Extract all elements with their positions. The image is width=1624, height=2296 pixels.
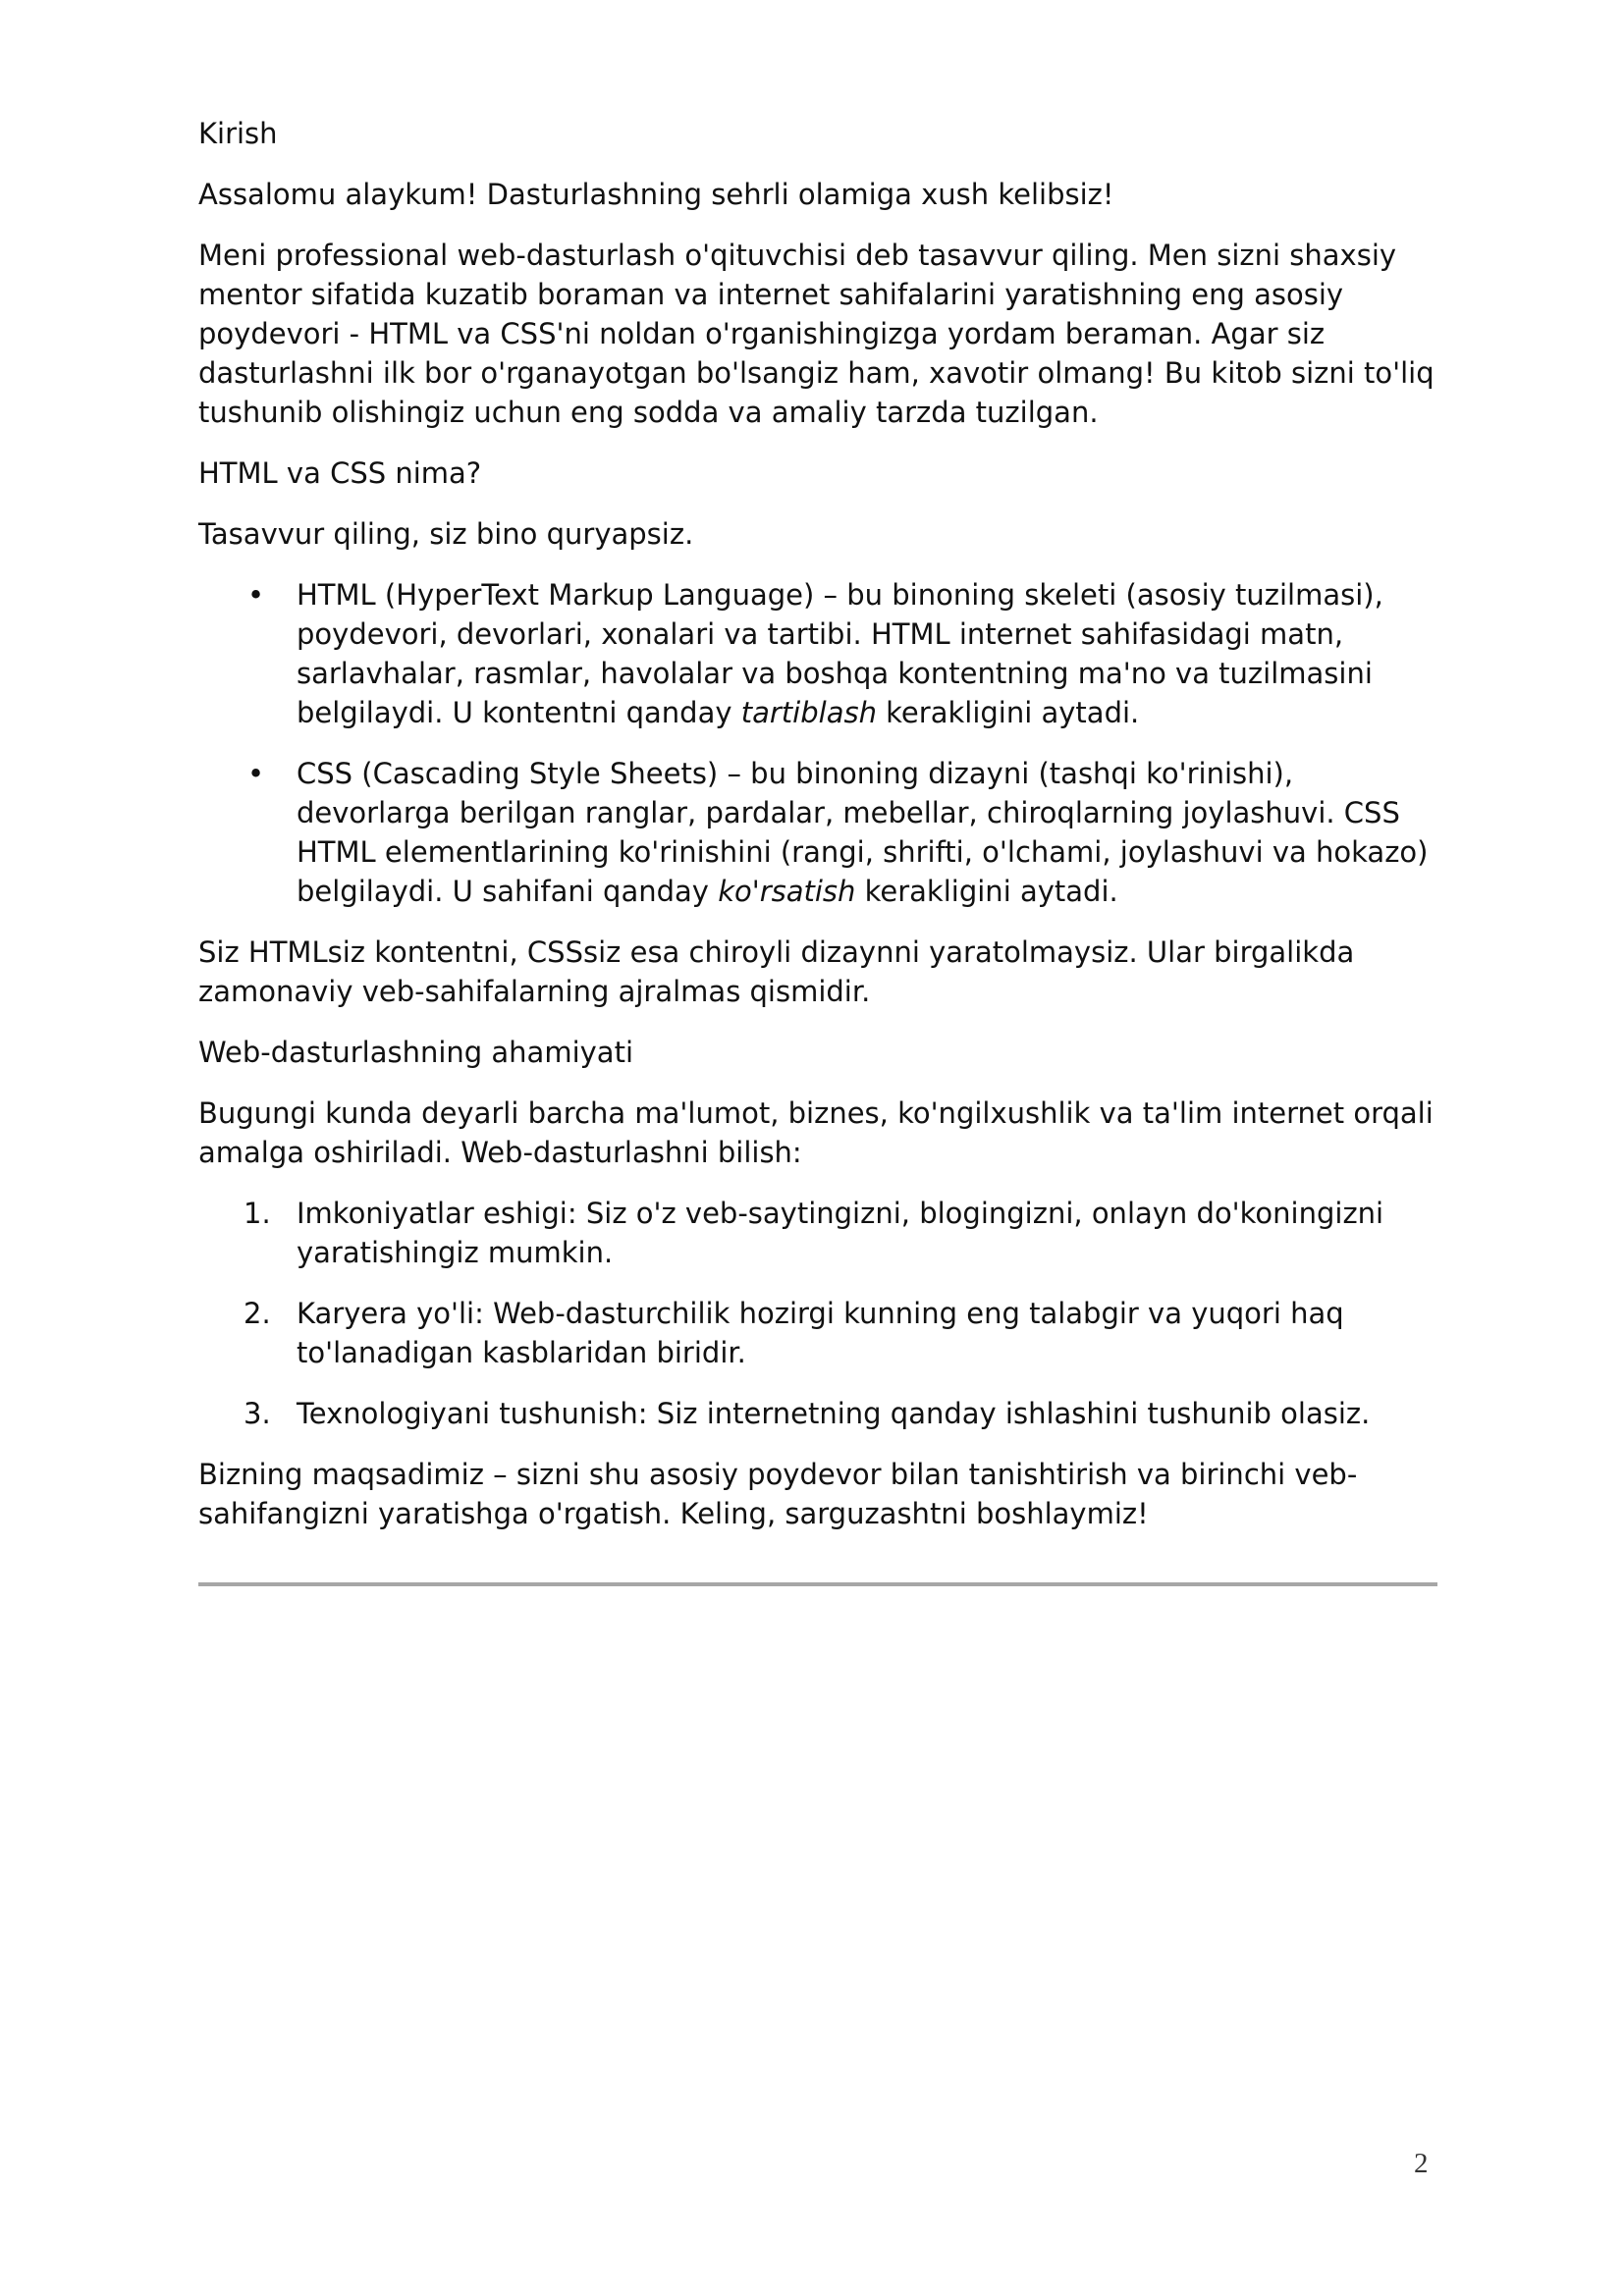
- closing-paragraph: Bizning maqsadimiz – sizni shu asosiy poydevor bilan tanishtirish va birinchi veb-sahifangizni yaratishga o'rgatish. Keling, sarguzashtni boshlaymiz!: [198, 1458, 1358, 1530]
- intro-paragraph: Meni professional web-dasturlash o'qituvchisi deb tasavvur qiling. Men sizni shaxsiy mentor sifatida kuzatib boraman va internet sahifalarini yaratishning eng asosiy poydevori - HTML va CSS'ni noldan o'rganishingizga yordam beraman. Agar siz dasturlashni ilk bor o'rganayotgan bo'lsangiz ham, xavotir olmang! Bu kitob sizni to'liq tushunib olishingiz uchun eng sodda va amaliy tarzda tuzilgan.: [198, 239, 1435, 429]
- number-marker: 2.: [244, 1297, 271, 1330]
- bullet-text-end: kerakligini aytadi.: [855, 875, 1118, 908]
- numbered-item: [198, 1294, 1437, 1372]
- numbered-item-text: Imkoniyatlar eshigi: Siz o'z veb-saytingizni, blogingizni, onlayn do'koningizni yaratishingiz mumkin.: [297, 1197, 1384, 1269]
- numbered-item-text: Texnologiyani tushunish: Siz internetning qanday ishlashini tushunib olasiz.: [297, 1397, 1371, 1430]
- bullet-text: HTML (HyperText Markup Language) – bu binoning skeleti (asosiy tuzilmasi), poydevori, devorlari, xonalari va tartibi. HTML internet sahifasidagi matn, sarlavhalar, rasmlar, havolalar va boshqa kontentning ma'no va tuzilmasini belgilaydi. U kontentni qanday: [297, 578, 1383, 729]
- number-marker: 1.: [244, 1197, 271, 1230]
- numbered-list: [198, 1194, 1437, 1433]
- bullet-item-css: [198, 754, 1437, 911]
- bullet-list: [198, 575, 1437, 911]
- analogy-intro-paragraph: Tasavvur qiling, siz bino quryapsiz.: [198, 517, 694, 551]
- bullet-marker: •: [247, 578, 265, 612]
- importance-paragraph: Bugungi kunda deyarli barcha ma'lumot, biznes, ko'ngilxushlik va ta'lim internet orqali amalga oshiriladi. Web-dasturlashni bilish:: [198, 1096, 1434, 1169]
- horizontal-divider: [198, 1582, 1437, 1586]
- section-heading-intro: Kirish: [198, 117, 278, 150]
- bullet-text-end: kerakligini aytadi.: [876, 696, 1140, 729]
- numbered-item: [198, 1394, 1437, 1433]
- numbered-item: [198, 1194, 1437, 1272]
- page-number: 2: [1414, 2148, 1429, 2179]
- bullet-text: CSS (Cascading Style Sheets) – bu binoning dizayni (tashqi ko'rinishi), devorlarga berilgan ranglar, pardalar, mebellar, chiroqlarning joylashuvi. CSS HTML elementlarining ko'rinishini (rangi, shrifti, o'lchami, joylashuvi va hokazo) belgilaydi. U sahifani qanday: [297, 757, 1429, 908]
- bullet-text-italic: ko'rsatish: [718, 875, 856, 908]
- page-content: [198, 114, 1437, 1555]
- bullet-marker: •: [247, 757, 265, 790]
- numbered-item-text: Karyera yo'li: Web-dasturchilik hozirgi kunning eng talabgir va yuqori haq to'lanadigan kasblaridan biridir.: [297, 1297, 1344, 1369]
- number-marker: 3.: [244, 1397, 271, 1430]
- section-heading-html-css: HTML va CSS nima?: [198, 456, 482, 490]
- bullet-item-html: [198, 575, 1437, 732]
- greeting-paragraph: Assalomu alaykum! Dasturlashning sehrli olamiga xush kelibsiz!: [198, 178, 1114, 211]
- section-heading-importance: Web-dasturlashning ahamiyati: [198, 1036, 634, 1069]
- bullet-text-italic: tartiblash: [740, 696, 877, 729]
- together-paragraph: Siz HTMLsiz kontentni, CSSsiz esa chiroyli dizaynni yaratolmaysiz. Ular birgalikda zamonaviy veb-sahifalarning ajralmas qismidir.: [198, 935, 1355, 1008]
